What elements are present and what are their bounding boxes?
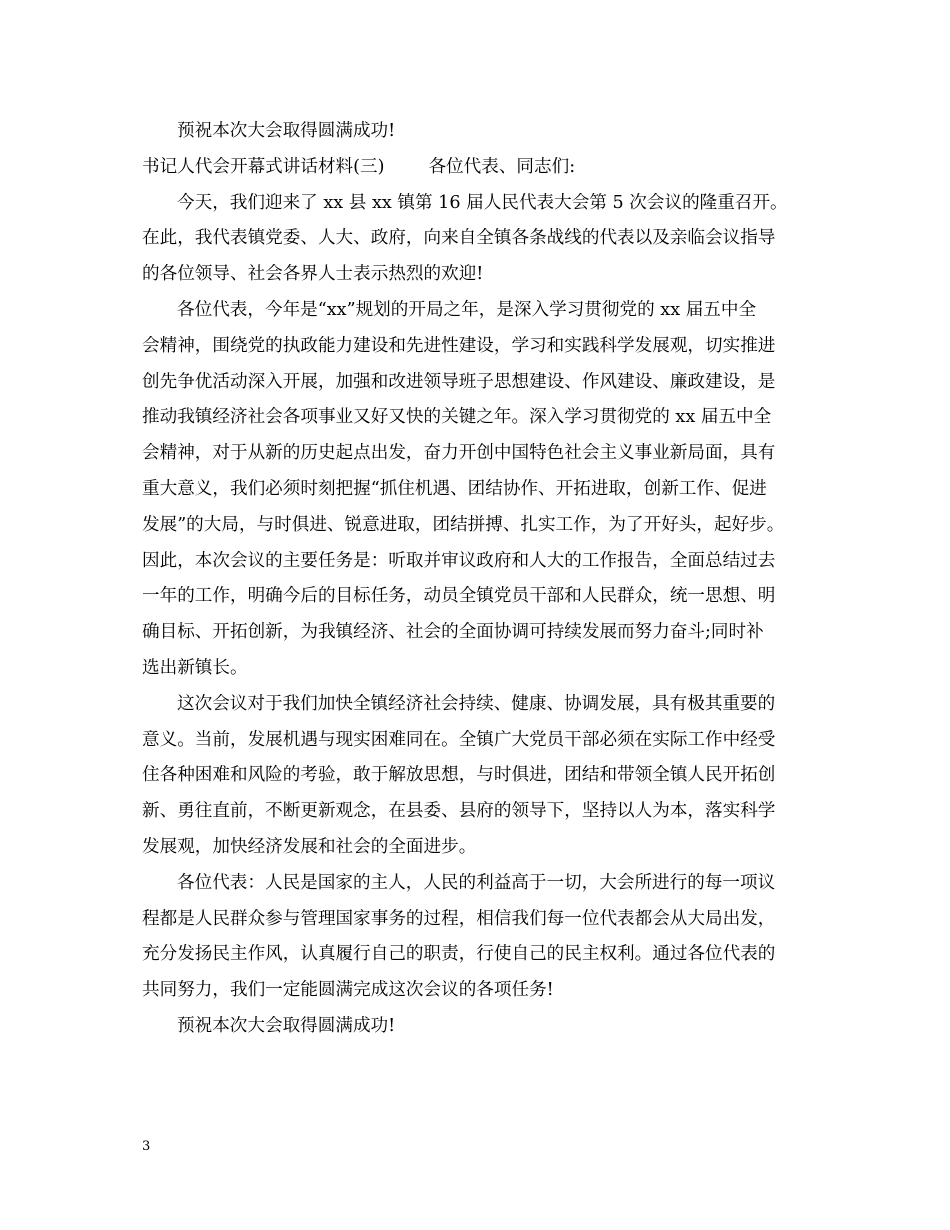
paragraph-1 xyxy=(142,186,810,293)
paragraph-line: 发展观，加快经济发展和社会的全面进步。 xyxy=(142,836,477,857)
paragraph-line: 创先争优活动深入开展，加强和改进领导班子思想建设、作风建设、廉政建设，是 xyxy=(142,371,776,392)
paragraph-line: 各位代表，今年是“xx”规划的开局之年，是深入学习贯彻党的 xx 届五中全 xyxy=(177,299,757,320)
paragraph-line: 充分发扬民主作风，认真履行自己的职责，行使自己的民主权利。通过各位代表的 xyxy=(142,944,776,965)
paragraph-line: 重大意义，我们必须时刻把握“抓住机遇、团结协作、开拓进取，创新工作、促进 xyxy=(142,478,767,499)
paragraph-line: 住各种困难和风险的考验，敢于解放思想，与时俱进，团结和带领全镇人民开拓创 xyxy=(142,765,776,786)
paragraph-line: 这次会议对于我们加快全镇经济社会持续、健康、协调发展，具有极其重要的 xyxy=(177,693,776,714)
paragraph-line: 各位代表：人民是国家的主人，人民的利益高于一切，大会所进行的每一项议 xyxy=(177,872,776,893)
salutation: 各位代表、同志们: xyxy=(428,156,576,177)
paragraph-line: 确目标、开拓创新，为我镇经济、社会的全面协调可持续发展而努力奋斗;同时补 xyxy=(142,622,764,643)
paragraph-line: 的各位领导、社会各界人士表示热烈的欢迎! xyxy=(142,264,484,285)
paragraph-line: 程都是人民群众参与管理国家事务的过程，相信我们每一位代表都会从大局出发， xyxy=(142,908,776,929)
paragraph-line: 选出新镇长。 xyxy=(142,657,248,678)
paragraph-2 xyxy=(142,293,810,687)
paragraph-line: 在此，我代表镇党委、人大、政府，向来自全镇各条战线的代表以及亲临会议指导 xyxy=(142,228,776,249)
page-number: 3 xyxy=(142,1139,151,1154)
heading-line xyxy=(142,150,810,186)
paragraph-line: 会精神，围绕党的执政能力建设和先进性建设，学习和实践科学发展观，切实推进 xyxy=(142,335,776,356)
closing-wish: 预祝本次大会取得圆满成功! xyxy=(177,1015,396,1036)
opening-wish: 预祝本次大会取得圆满成功! xyxy=(177,121,396,141)
paragraph-line: 今天，我们迎来了 xx 县 xx 镇第 16 届人民代表大会第 5 次会议的隆重召开。 xyxy=(177,192,788,213)
paragraph-line: 意义。当前，发展机遇与现实困难同在。全镇广大党员干部必须在实际工作中经受 xyxy=(142,729,776,750)
paragraph-4 xyxy=(142,866,810,1009)
paragraph-line: 新、勇往直前，不断更新观念，在县委、县府的领导下，坚持以人为本，落实科学 xyxy=(142,801,776,822)
paragraph-line: 共同努力，我们一定能圆满完成这次会议的各项任务! xyxy=(142,980,554,1001)
document-title: 书记人代会开幕式讲话材料(三) xyxy=(142,156,385,177)
paragraph-3 xyxy=(142,687,810,866)
document-body xyxy=(142,114,810,1045)
paragraph-line: 发展”的大局，与时俱进、锐意进取，团结拼搏、扎实工作，为了开好头，起好步。 xyxy=(142,514,785,535)
paragraph-line: 推动我镇经济社会各项事业又好又快的关键之年。深入学习贯彻党的 xx 届五中全 xyxy=(142,407,772,428)
paragraph-line: 一年的工作，明确今后的目标任务，动员全镇党员干部和人民群众，统一思想、明 xyxy=(142,586,776,607)
paragraph-line: 会精神，对于从新的历史起点出发，奋力开创中国特色社会主义事业新局面，具有 xyxy=(142,443,776,464)
paragraph-line: 因此，本次会议的主要任务是：听取并审议政府和人大的工作报告，全面总结过去 xyxy=(142,550,776,571)
